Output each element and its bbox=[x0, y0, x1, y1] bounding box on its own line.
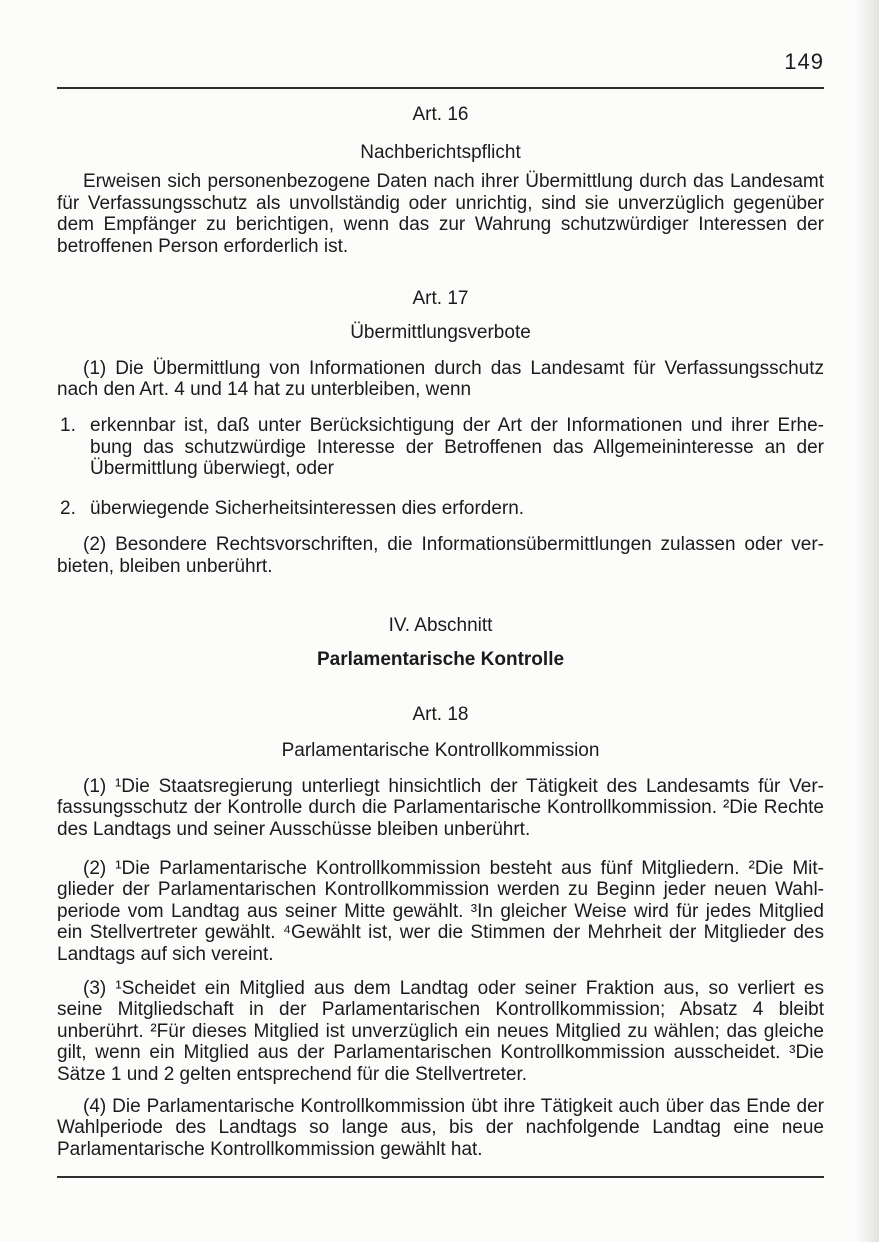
list-item-1-number: 1. bbox=[60, 414, 76, 436]
list-item-1-text: erkennbar ist, daß unter Berücksichtigung der Art der Informationen und ihrer Erhebung das schutzwürdige Interesse der Betroffenen das Allgemeininteresse an der Übermittlung überwiegt, oder bbox=[90, 414, 824, 480]
art18-title: Parlamentarische Kontrollkommission bbox=[281, 740, 600, 762]
art17-para-2: (2) Besondere Rechtsvorschriften, die Informationsübermittlungen zulassen oder verbieten, bleiben unberührt. bbox=[57, 534, 824, 577]
art18-heading: Art. 18 bbox=[412, 703, 469, 725]
list-item-2-number: 2. bbox=[60, 497, 76, 519]
page-number: 149 bbox=[784, 49, 824, 74]
list-item-2 bbox=[57, 498, 824, 520]
art17-heading: Art. 17 bbox=[412, 287, 469, 309]
list-item-1 bbox=[57, 415, 824, 480]
list-item-2-text: überwiegende Sicherheitsinteressen dies erfordern. bbox=[90, 497, 525, 519]
art17-title: Übermittlungsverbote bbox=[350, 322, 531, 344]
art18-para-1: (1) ¹Die Staatsregierung unterliegt hinsichtlich der Tätigkeit des Landesamts für Verfassungsschutz der Kontrolle durch die Parlamentarische Kontrollkommission. ²Die Rechte des Landtags und seiner Ausschüsse bleiben unberührt. bbox=[57, 775, 824, 841]
art18-para-2: (2) ¹Die Parlamentarische Kontrollkommission besteht aus fünf Mitgliedern. ²Die Mitglieder der Parlamentarischen Kontrollkommission werden zu Beginn jeder neuen Wahlperiode vom Landtag aus seiner Mitte gewählt. ³In gleicher Weise wird für jedes Mitglied ein Stellvertreter gewählt. ⁴Gewählt ist, wer die Stimmen der Mehrheit der Mitglieder des Landtags auf sich vereint. bbox=[57, 857, 824, 966]
art16-title: Nachberichtspflicht bbox=[360, 141, 521, 163]
footer-rule bbox=[57, 1176, 824, 1178]
page-content bbox=[57, 0, 824, 1160]
art16-heading: Art. 16 bbox=[412, 104, 469, 125]
art16-body: Erweisen sich personenbezogene Daten nach ihrer Übermittlung durch das Landesamt für Verfassungsschutz als unvollständig oder unrichtig, sind sie unverzüglich gegenüber dem Empfänger zu berichtigen, wenn das zur Wahrung schutzwürdiger Interessen der betroffenen Person erforderlich ist. bbox=[57, 171, 824, 257]
art17-para-1: (1) Die Übermittlung von Informationen durch das Landesamt für Verfassungsschutz nach den Art. 4 und 14 hat zu unterbleiben, wenn bbox=[57, 357, 824, 401]
section-heading: IV. Abschnitt bbox=[388, 614, 493, 636]
art18-para-3: (3) ¹Scheidet ein Mitglied aus dem Landtag oder seiner Fraktion aus, so verliert es seine Mitgliedschaft in der Parlamentarischen Kontrollkommission; Absatz 4 bleibt unberührt. ²Für dieses Mitglied ist unverzüglich ein neues Mitglied zu wählen; das gleiche gilt, wenn ein Mitglied aus der Parlamentarischen Kontrollkommission ausscheidet. ³Die Sätze 1 und 2 gelten entsprechend für die Stellvertreter. bbox=[57, 977, 824, 1085]
section-title: Parlamentarische Kontrolle bbox=[316, 649, 565, 671]
art18-para-4: (4) Die Parlamentarische Kontrollkommission übt ihre Tätigkeit auch über das Ende der Wahlperiode des Landtags so lange aus, bis der nachfolgende Landtag eine neue Parlamentarische Kontrollkommission gewählt hat. bbox=[57, 1095, 824, 1160]
